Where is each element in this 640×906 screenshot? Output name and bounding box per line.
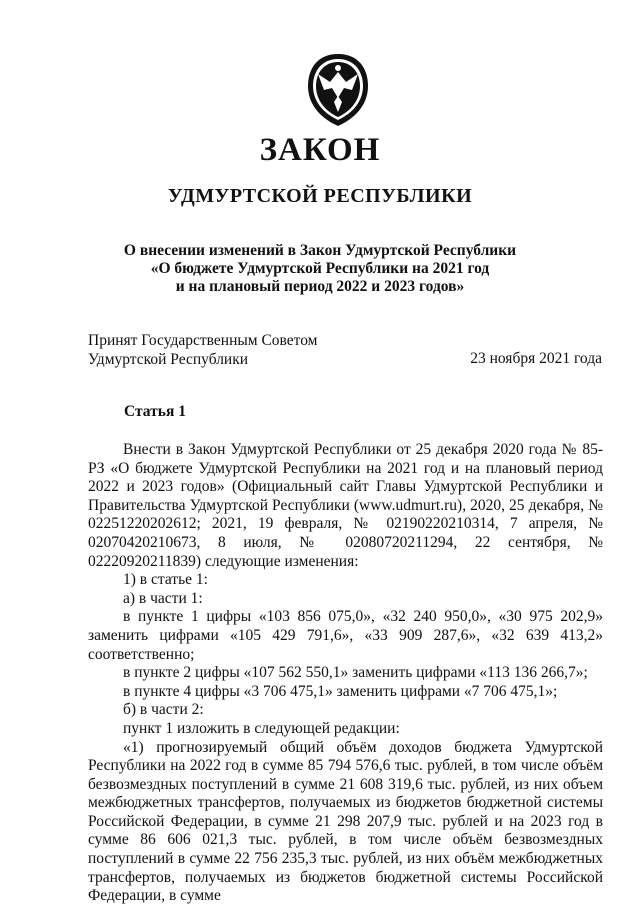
adoption-body [88,331,318,369]
paragraph: в пункте 2 цифры «107 562 550,1» заменить цифрами «113 136 266,7»; [123,664,588,682]
article-body [88,441,603,906]
article-title: Статья 1 [124,403,186,420]
paragraph: пункт 1 изложить в следующей редакции: [123,719,400,737]
adoption-line: Удмуртской Республики [88,351,249,368]
paragraph: «1) прогнозируемый общий объём доходов бюджета Удмуртской Республики на 2022 год в сумме 85 794 576,6 тыс. рублей, в том числе объём безвозмездных поступлений в сумме 21 608 319,6 тыс. рублей, из них объем межбюджетных трансфертов, получаемых из бюджетов бюджетной системы Российской Федерации, в сумме 21 298 207,9 тыс. рублей и на 2023 год в сумме 86 606 021,3 тыс. рублей, в том числе объём безвозмездных поступлений в сумме 22 756 235,3 тыс. рублей, из них объём межбюджетных трансфертов, получаемых из бюджетов бюджетной системы Российской Федерации, в сумме [88,738,603,905]
paragraph: в пункте 1 цифры «103 856 075,0», «32 240 950,0», «30 975 202,9» заменить цифрами «105 429 791,6», «33 909 287,6», «32 639 413,2» соответственно; [88,608,603,663]
paragraph: б) в части 2: [123,701,204,719]
subject-line: «О бюджете Удмуртской Республики на 2021 год [150,260,490,277]
paragraph: 1) в статье 1: [123,571,208,589]
law-subtitle: УДМУРТСКОЙ РЕСПУБЛИКИ [167,185,473,207]
paragraph: а) в части 1: [123,589,203,607]
paragraph: в пункте 4 цифры «3 706 475,1» заменить цифрами «7 706 475,1»; [123,682,558,700]
adoption-date: 23 ноября 2021 года [470,350,602,367]
subject-line: и на плановый период 2022 и 2023 годов» [175,278,465,295]
subject-line: О внесении изменений в Закон Удмуртской Республики [123,242,517,259]
udmurt-emblem-icon [306,52,370,128]
law-title: ЗАКОН [259,132,381,168]
law-subject [0,242,640,296]
adoption-line: Принят Государственным Советом [88,332,318,349]
paragraph: Внести в Закон Удмуртской Республики от 25 декабря 2020 года № 85-РЗ «О бюджете Удмуртской Республики на 2021 год и на плановый период 2022 и 2023 годов» (Официальный сайт Главы Удмуртской Республики и Правительства Удмуртской Республики (www.udmurt.ru), 2020, 25 декабря, № 02251220202612; 2021, 19 февраля, № 02190220210314, 7 апреля, № 02070420210673, 8 июля, № 02080720211294, 22 сентября, № 02220920211839) следующие изменения: [88,441,603,570]
